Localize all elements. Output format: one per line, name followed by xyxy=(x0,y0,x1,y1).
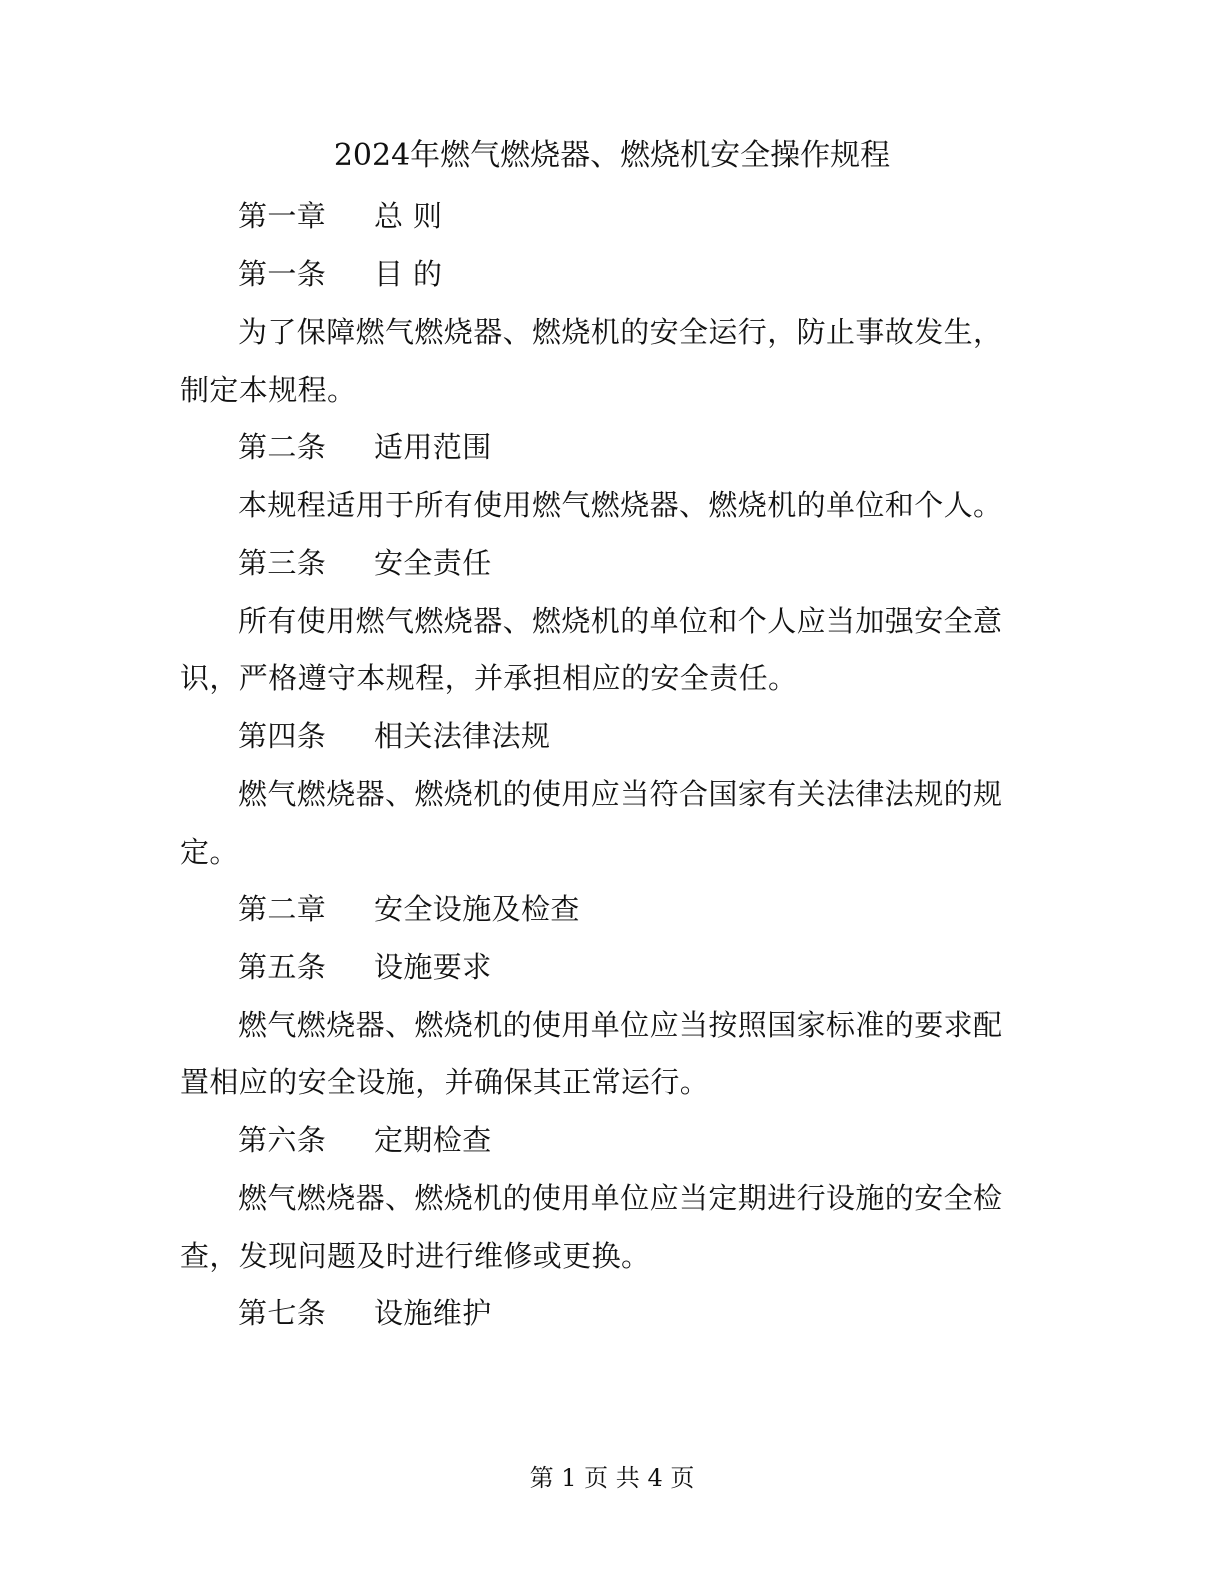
paragraph-line: 定。 xyxy=(180,835,239,869)
document-title: 2024年燃气燃烧器、燃烧机安全操作规程 xyxy=(333,138,891,173)
chapter-title: 安全设施及检查 xyxy=(374,892,580,926)
paragraph-line: 燃气燃烧器、燃烧机的使用应当符合国家有关法律法规的规 xyxy=(238,777,1003,811)
article-number: 第四条 xyxy=(238,719,327,753)
article-number: 第五条 xyxy=(238,950,327,984)
article-title: 设施要求 xyxy=(374,950,492,984)
article-number: 第七条 xyxy=(238,1296,327,1330)
article-title: 适用范围 xyxy=(374,430,492,464)
article-number: 第一条 xyxy=(238,257,327,291)
paragraph-line: 本规程适用于所有使用燃气燃烧器、燃烧机的单位和个人。 xyxy=(238,488,1003,522)
paragraph-line: 制定本规程。 xyxy=(180,373,357,407)
paragraph-line: 燃气燃烧器、燃烧机的使用单位应当定期进行设施的安全检 xyxy=(238,1181,1003,1215)
article-heading xyxy=(238,947,492,987)
chapter-number: 第一章 xyxy=(238,199,327,233)
article-title: 定期检查 xyxy=(374,1123,492,1157)
paragraph-line: 燃气燃烧器、燃烧机的使用单位应当按照国家标准的要求配 xyxy=(238,1008,1003,1042)
article-number: 第二条 xyxy=(238,430,327,464)
article-heading xyxy=(238,543,492,583)
article-number: 第六条 xyxy=(238,1123,327,1157)
article-heading xyxy=(238,427,492,467)
article-number: 第三条 xyxy=(238,546,327,580)
paragraph-line: 识，严格遵守本规程，并承担相应的安全责任。 xyxy=(180,661,798,695)
article-heading xyxy=(238,716,550,756)
article-heading xyxy=(238,254,442,294)
article-title: 相关法律法规 xyxy=(374,719,551,753)
chapter-heading xyxy=(238,889,580,929)
paragraph-line: 置相应的安全设施，并确保其正常运行。 xyxy=(180,1065,710,1099)
article-title: 目 的 xyxy=(374,257,443,291)
chapter-heading xyxy=(238,196,442,236)
paragraph-line: 为了保障燃气燃烧器、燃烧机的安全运行，防止事故发生， xyxy=(238,315,1003,349)
article-title: 设施维护 xyxy=(374,1296,492,1330)
paragraph-line: 查，发现问题及时进行维修或更换。 xyxy=(180,1239,651,1273)
chapter-number: 第二章 xyxy=(238,892,327,926)
chapter-title: 总 则 xyxy=(374,199,443,233)
article-title: 安全责任 xyxy=(374,546,492,580)
article-heading xyxy=(238,1120,492,1160)
page-number: 第 1 页 共 4 页 xyxy=(529,1464,695,1492)
paragraph-line: 所有使用燃气燃烧器、燃烧机的单位和个人应当加强安全意 xyxy=(238,604,1003,638)
article-heading xyxy=(238,1293,492,1333)
